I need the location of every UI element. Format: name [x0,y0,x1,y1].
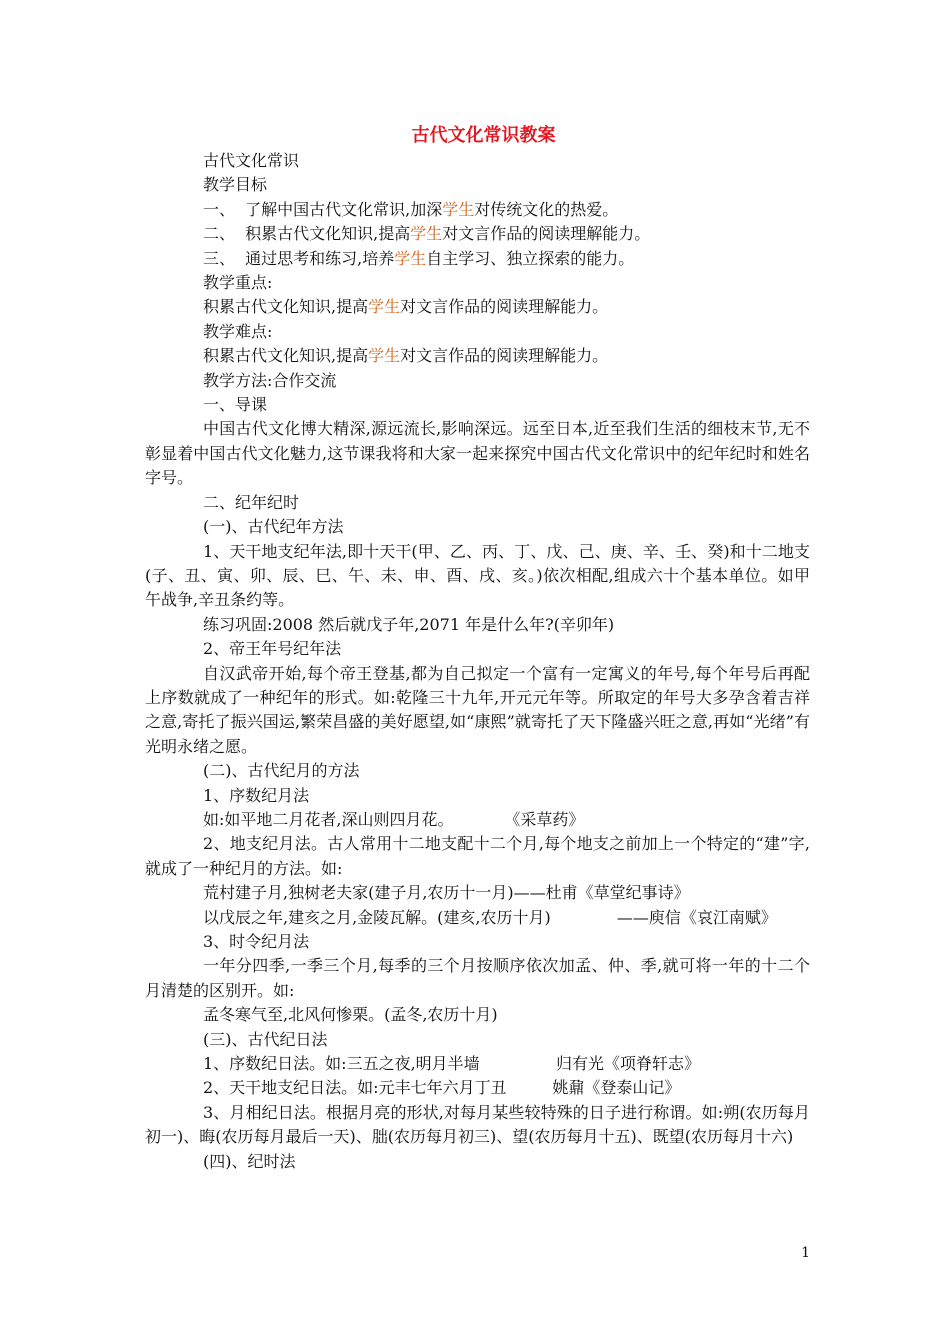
document-title: 古代文化常识教案 [411,125,556,146]
paragraph [145,198,810,222]
paragraph: 如:如平地二月花者,深山则四月花。 《采草药》 [203,809,585,829]
paragraph: 自汉武帝开始,每个帝王登基,都为自己拟定一个富有一定寓义的年号,每个年号后再配上序数就成了一种纪年的形式。如:乾隆三十九年,开元元年等。所取定的年号大多孕含着吉祥之意,寄托了振兴国运,繁荣昌盛的美好愿望,如“康熙”就寄托了天下隆盛兴旺之意,再如“光绪”有光明永绪之愿。 [145,663,810,756]
paragraph: 1、序数纪日法。如:三五之夜,明月半墙 归有光《项脊轩志》 [203,1054,700,1074]
paragraph: 3、时令纪月法 [203,932,310,951]
highlighted-word: 学生 [368,346,401,366]
paragraph [145,295,810,319]
highlighted-word: 学生 [442,199,475,219]
paragraph: 1、序数纪月法 [203,785,310,805]
paragraph: 3、月相纪日法。根据月亮的形状,对每月某些较特殊的日子进行称谓。如:朔(农历每月初一)、晦(农历每月最后一天)、朏(农历每月初三)、望(农历每月十五)、既望(农历每月十六) [145,1102,810,1147]
paragraph: 荒村建子月,独树老夫家(建子月,农历十一月)——杜甫《草堂纪事诗》 [203,883,690,903]
paragraph: (三)、古代纪日法 [203,1029,328,1049]
paragraph-text: 自主学习、独立探索的能力。 [426,248,635,268]
paragraph-text: 一、 了解中国古代文化常识,加深 [203,199,443,219]
paragraph-text: 三、 通过思考和练习,培养 [203,248,395,268]
paragraph: 教学方法:合作交流 [203,370,337,390]
paragraph: 古代文化常识 [203,151,300,170]
paragraph: 二、纪年纪时 [203,492,300,512]
paragraph: (一)、古代纪年方法 [203,517,344,537]
paragraph: 练习巩固:2008 然后就戊子年,2071 年是什么年?(辛卯年) [203,614,615,634]
paragraph: 教学目标 [203,175,268,195]
paragraph: 教学重点: [203,273,273,293]
paragraph: 教学难点: [203,321,273,341]
paragraph-text: 对文言作品的阅读理解能力。 [442,224,651,244]
paragraph: 2、天干地支纪日法。如:元丰七年六月丁丑 姚鼐《登泰山记》 [203,1078,681,1098]
paragraph-text: 对文言作品的阅读理解能力。 [400,346,609,366]
paragraph-text: 积累古代文化知识,提高 [203,346,369,366]
page-number: 1 [801,1245,810,1261]
paragraph: 1、天干地支纪年法,即十天干(甲、乙、丙、丁、戊、己、庚、辛、壬、癸)和十二地支(子、丑、寅、卯、辰、巳、午、未、申、酉、戌、亥。)依次相配,组成六十个基本单位。如甲午战争,辛丑条约等。 [145,541,810,610]
highlighted-word: 学生 [410,224,443,244]
document-body [145,123,810,1174]
paragraph-text: 对文言作品的阅读理解能力。 [400,297,609,317]
paragraph [145,222,810,246]
paragraph: 孟冬寒气至,北风何惨栗。(孟冬,农历十月) [203,1005,498,1025]
paragraph-text: 对传统文化的热爱。 [474,199,619,219]
paragraph [145,247,810,271]
paragraph: 以戊辰之年,建亥之月,金陵瓦解。(建亥,农历十月) ——庾信《哀江南赋》 [203,907,777,927]
paragraph-text: 积累古代文化知识,提高 [203,297,369,317]
paragraph: (二)、古代纪月的方法 [203,761,360,781]
paragraph: 2、地支纪月法。古人常用十二地支配十二个月,每个地支之前加上一个特定的“建”字,就成了一种纪月的方法。如: [145,834,810,878]
paragraph: 一、导课 [203,395,268,415]
highlighted-word: 学生 [368,297,401,317]
paragraph: 一年分四季,一季三个月,每季的三个月按顺序依次加孟、仲、季,就可将一年的十二个月清楚的区别开。如: [145,956,810,1000]
paragraph [145,344,810,368]
paragraph-text: 二、 积累古代文化知识,提高 [203,224,411,244]
highlighted-word: 学生 [394,248,427,268]
paragraph: 2、帝王年号纪年法 [203,639,342,659]
paragraph: 中国古代文化博大精深,源远流长,影响深远。远至日本,近至我们生活的细枝末节,无不彰显着中国古代文化魅力,这节课我将和大家一起来探究中国古代文化常识中的纪年纪时和姓名字号。 [145,419,810,488]
paragraph: (四)、纪时法 [203,1151,296,1171]
